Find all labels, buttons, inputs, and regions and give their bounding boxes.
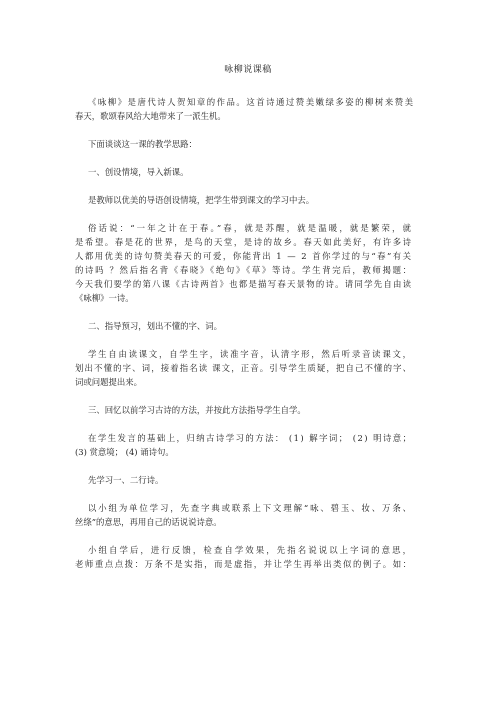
body-text-line: 今天我们要学的第八课《古诗两首》也都是描写春天景物的诗。请同学先自由读 [75, 279, 413, 289]
body-text-line: 以小组为单位学习，先查字典或联系上下文理解“咏、碧玉、妆、万条、 [88, 503, 413, 513]
body-text-line: 丝绦”的意思，再用自己的话说说诗意。 [75, 517, 222, 527]
body-text-line: 先学习一、二行诗。 [88, 475, 164, 485]
body-text-line: 人都用优美的诗句赞美春天的可爱，你能背出 1 — 2 首你学过的与“春”有关 [75, 251, 413, 261]
body-text-line: (3) 赏意境； (4) 诵诗句。 [75, 447, 174, 457]
body-text-line: 《咏柳》一诗。 [75, 293, 134, 303]
body-text-line: 学生自由读课文，自学生字，读准字音，认清字形，然后听录音读课文， [88, 349, 413, 359]
body-text-line: 的诗吗 ？然后指名背《春晓》《绝句》《草》等诗。学生背完后，教师揭题： [75, 265, 413, 275]
body-text-line: 是希望。春是花的世界，是鸟的天堂，是诗的故乡。春天如此美好，有许多诗 [75, 237, 413, 247]
body-text-line: 《咏柳》是唐代诗人贺知章的作品。这首诗通过赞美嫩绿多姿的柳树来赞美 [88, 97, 415, 107]
body-text-line: 三、回忆以前学习古诗的方法，并按此方法指导学生自学。 [88, 405, 306, 415]
body-text-line: 老师重点点拨：万条不是实指，而是虚指，并让学生再举出类似的例子。如： [75, 559, 413, 569]
body-text-line: 一、创设情境，导入新课。 [88, 167, 189, 177]
body-text-line: 俗话说：“一年之计在于春。”春，就是苏醒，就是温暖，就是繁荣，就 [88, 223, 414, 233]
body-text-line: 下面谈谈这一课的教学思路： [88, 139, 197, 149]
body-text-line: 划出不懂的字、词，接着指名读 课文，正音。引导学生质疑，把自己不懂的字、 [75, 363, 413, 373]
body-text-line: 在学生发言的基础上，归纳古诗学习的方法： (1) 解字词； (2) 明诗意； [88, 433, 413, 443]
body-text-line: 词或问题提出来。 [75, 377, 142, 387]
body-text-line: 二、指导预习，划出不懂的字、词。 [88, 321, 222, 331]
body-text-line: 春天，歌颂春风给大地带来了一派生机。 [75, 111, 226, 121]
body-text-line: 是教师以优美的导语创设情境，把学生带到课文的学习中去。 [88, 195, 315, 205]
document-title: 咏柳说课稿 [224, 65, 272, 75]
body-text-line: 小组自学后，进行反馈，检查自学效果，先指名说说以上字词的意思， [88, 545, 414, 555]
